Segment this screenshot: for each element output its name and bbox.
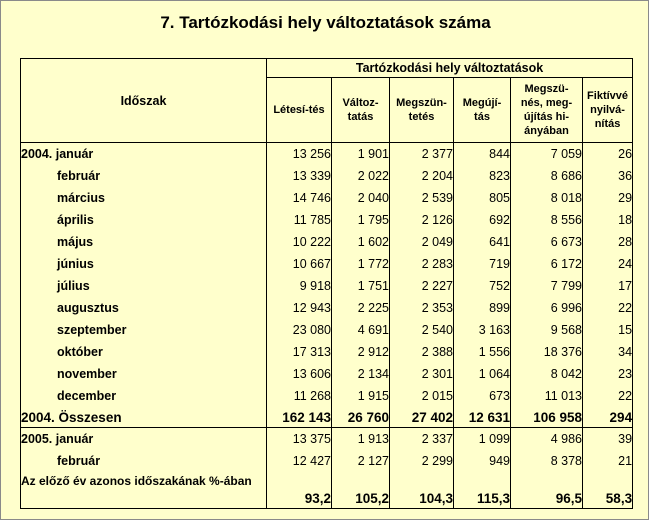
- cell-value: 8 686: [511, 165, 583, 187]
- cell-value: 8 018: [511, 187, 583, 209]
- cell-value: 2 127: [332, 450, 390, 472]
- table-row: [21, 341, 633, 363]
- cell-value: 673: [454, 385, 511, 407]
- cell-value: 11 268: [267, 385, 332, 407]
- cell-value: 9 918: [267, 275, 332, 297]
- row-label: február: [21, 450, 267, 472]
- cell-value: 2 227: [390, 275, 454, 297]
- cell-value: 22: [583, 385, 633, 407]
- cell-value: 2 283: [390, 253, 454, 275]
- cell-value: 2 540: [390, 319, 454, 341]
- table-row: [21, 231, 633, 253]
- table-row: [21, 319, 633, 341]
- row-label: november: [21, 363, 267, 385]
- cell-value: 13 375: [267, 428, 332, 451]
- cell-value: 8 556: [511, 209, 583, 231]
- cell-value: 949: [454, 450, 511, 472]
- row-label: augusztus: [21, 297, 267, 319]
- cell-value: 12 427: [267, 450, 332, 472]
- cell-value: 24: [583, 253, 633, 275]
- row-label: december: [21, 385, 267, 407]
- cell-value: 9 568: [511, 319, 583, 341]
- table-row: [21, 363, 633, 385]
- cell-value: 1 915: [332, 385, 390, 407]
- cell-value: 6 996: [511, 297, 583, 319]
- cell-value: 21: [583, 450, 633, 472]
- cell-value: 18 376: [511, 341, 583, 363]
- cell-value: 22: [583, 297, 633, 319]
- cell-value: 2 204: [390, 165, 454, 187]
- cell-value: 13 339: [267, 165, 332, 187]
- cell-value: 1 795: [332, 209, 390, 231]
- cell-value: 2 015: [390, 385, 454, 407]
- cell-value: 58,3: [583, 472, 633, 509]
- cell-value: 3 163: [454, 319, 511, 341]
- cell-value: 2 388: [390, 341, 454, 363]
- cell-value: 36: [583, 165, 633, 187]
- cell-value: 27 402: [390, 407, 454, 428]
- cell-value: 1 772: [332, 253, 390, 275]
- row-label: április: [21, 209, 267, 231]
- cell-value: 2 377: [390, 143, 454, 166]
- cell-value: 1 901: [332, 143, 390, 166]
- cell-value: 104,3: [390, 472, 454, 509]
- cell-value: 2 126: [390, 209, 454, 231]
- cell-value: 26 760: [332, 407, 390, 428]
- table-row: [21, 450, 633, 472]
- cell-value: 2 040: [332, 187, 390, 209]
- cell-value: 4 691: [332, 319, 390, 341]
- percent-row: [21, 472, 633, 509]
- row-label: 2004. Összesen: [21, 407, 267, 428]
- cell-value: 8 042: [511, 363, 583, 385]
- cell-value: 1 602: [332, 231, 390, 253]
- row-label: március: [21, 187, 267, 209]
- cell-value: 12 943: [267, 297, 332, 319]
- cell-value: 18: [583, 209, 633, 231]
- row-label: szeptember: [21, 319, 267, 341]
- table-row: [21, 187, 633, 209]
- table-title: 7. Tartózkodási hely változtatások száma: [160, 13, 491, 32]
- table-row: [21, 165, 633, 187]
- cell-value: 2 049: [390, 231, 454, 253]
- cell-value: 8 378: [511, 450, 583, 472]
- cell-value: 15: [583, 319, 633, 341]
- column-header: Változ- tatás: [332, 78, 390, 143]
- cell-value: 2 134: [332, 363, 390, 385]
- cell-value: 641: [454, 231, 511, 253]
- cell-value: 719: [454, 253, 511, 275]
- cell-value: 17 313: [267, 341, 332, 363]
- cell-value: 4 986: [511, 428, 583, 451]
- table-row: [21, 253, 633, 275]
- group-header: Tartózkodási hely változtatások: [267, 59, 633, 78]
- cell-value: 1 099: [454, 428, 511, 451]
- cell-value: 34: [583, 341, 633, 363]
- table-row: [21, 143, 633, 166]
- table-row: [21, 209, 633, 231]
- data-table: [20, 58, 633, 509]
- cell-value: 28: [583, 231, 633, 253]
- cell-value: 6 172: [511, 253, 583, 275]
- column-header: Létesí-tés: [267, 78, 332, 143]
- column-header: Megszü- nés, meg- újítás hi- ányában: [511, 78, 583, 143]
- period-header: Időszak: [21, 59, 267, 143]
- cell-value: 12 631: [454, 407, 511, 428]
- row-label: 2004. január: [21, 143, 267, 166]
- cell-value: 1 913: [332, 428, 390, 451]
- cell-value: 805: [454, 187, 511, 209]
- row-label: október: [21, 341, 267, 363]
- cell-value: 11 785: [267, 209, 332, 231]
- cell-value: 10 222: [267, 231, 332, 253]
- cell-value: 96,5: [511, 472, 583, 509]
- row-label: 2005. január: [21, 428, 267, 451]
- cell-value: 23 080: [267, 319, 332, 341]
- table-row: [21, 297, 633, 319]
- cell-value: 29: [583, 187, 633, 209]
- row-label: február: [21, 165, 267, 187]
- cell-value: 2 225: [332, 297, 390, 319]
- row-label: május: [21, 231, 267, 253]
- cell-value: 106 958: [511, 407, 583, 428]
- cell-value: 6 673: [511, 231, 583, 253]
- cell-value: 13 606: [267, 363, 332, 385]
- cell-value: 14 746: [267, 187, 332, 209]
- row-label: június: [21, 253, 267, 275]
- column-header: Megújí- tás: [454, 78, 511, 143]
- column-header: Megszün- tetés: [390, 78, 454, 143]
- cell-value: 17: [583, 275, 633, 297]
- cell-value: 10 667: [267, 253, 332, 275]
- cell-value: 2 539: [390, 187, 454, 209]
- cell-value: 844: [454, 143, 511, 166]
- cell-value: 294: [583, 407, 633, 428]
- table-row: [21, 428, 633, 451]
- cell-value: 1 064: [454, 363, 511, 385]
- cell-value: 752: [454, 275, 511, 297]
- cell-value: 2 353: [390, 297, 454, 319]
- cell-value: 39: [583, 428, 633, 451]
- cell-value: 2 022: [332, 165, 390, 187]
- cell-value: 7 799: [511, 275, 583, 297]
- cell-value: 7 059: [511, 143, 583, 166]
- cell-value: 93,2: [267, 472, 332, 509]
- column-header: Fiktívvé nyilvá- nítás: [583, 78, 633, 143]
- cell-value: 1 556: [454, 341, 511, 363]
- cell-value: 26: [583, 143, 633, 166]
- cell-value: 2 301: [390, 363, 454, 385]
- cell-value: 2 912: [332, 341, 390, 363]
- cell-value: 692: [454, 209, 511, 231]
- table-row: [21, 385, 633, 407]
- cell-value: 899: [454, 297, 511, 319]
- row-label: Az előző év azonos időszakának %-ában: [21, 472, 267, 509]
- cell-value: 11 013: [511, 385, 583, 407]
- cell-value: 2 337: [390, 428, 454, 451]
- table-row: [21, 275, 633, 297]
- cell-value: 115,3: [454, 472, 511, 509]
- cell-value: 23: [583, 363, 633, 385]
- cell-value: 823: [454, 165, 511, 187]
- cell-value: 13 256: [267, 143, 332, 166]
- cell-value: 162 143: [267, 407, 332, 428]
- total-row: [21, 407, 633, 428]
- cell-value: 1 751: [332, 275, 390, 297]
- cell-value: 105,2: [332, 472, 390, 509]
- row-label: július: [21, 275, 267, 297]
- cell-value: 2 299: [390, 450, 454, 472]
